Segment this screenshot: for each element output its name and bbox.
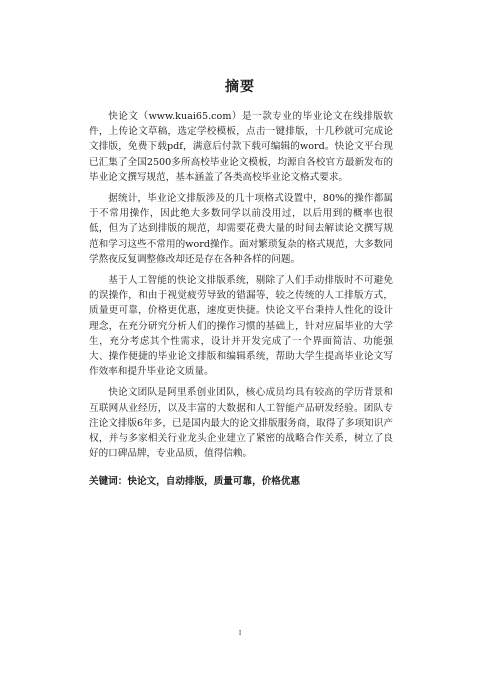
abstract-paragraph-4: 快论文团队是阿里系创业团队，核心成员均具有较高的学历背景和互联网从业经历，以及丰富的大数据和人工智能产品研发经验。团队专注论文排版6年多，已是国内最大的论文排版服务商，取得了多项知识产权，并与多家相关行业龙头企业建立了紧密的战略合作关系，树立了良好的口碑品牌，专业品质，值得信赖。 [89, 387, 393, 460]
abstract-paragraph-1: 快论文（www.kuai65.com）是一款专业的毕业论文在线排版软件，上传论文草稿，选定学校模板，点击一键排版，十几秒就可完成论文排版，免费下载pdf，满意后付款下载可编辑的word。快论文平台现已汇集了全国2500多所高校毕业论文模板，均源自各校官方最新发布的毕业论文撰写规范，基本涵盖了各类高校毕业论文格式要求。 [89, 111, 393, 183]
abstract-body [89, 109, 393, 490]
abstract-title: 摘要 [225, 79, 255, 95]
abstract-paragraph-2: 据统计，毕业论文排版涉及的几十项格式设置中，80%的操作都属于不常用操作，因此绝大多数同学以前没用过，以后用到的概率也很低，但为了达到排版的规范，却需要花费大量的时间去解读论文撰写规范和学习这些不常用的word操作。面对繁琐复杂的格式规范，大多数同学熬夜反复调整修改却还是存在各种各样的问题。 [89, 193, 393, 265]
page-number: I [238, 630, 242, 637]
keywords-line: 关键词：快论文，自动排版，质量可靠，价格优惠 [89, 476, 301, 488]
abstract-paragraph-3: 基于人工智能的快论文排版系统，剔除了人们手动排版时不可避免的误操作，和由于视觉疲劳导致的错漏等，较之传统的人工排版方式，质量更可靠，价格更优惠，速度更快捷。快论文平台秉持人性化的设计理念，在充分研究分析人们的操作习惯的基础上，针对应届毕业的大学生，充分考虑其个性需求，设计并开发完成了一个界面简洁、功能强大、操作便捷的毕业论文排版和编辑系统，帮助大学生提高毕业论文写作效率和提升毕业论文质量。 [89, 275, 393, 378]
